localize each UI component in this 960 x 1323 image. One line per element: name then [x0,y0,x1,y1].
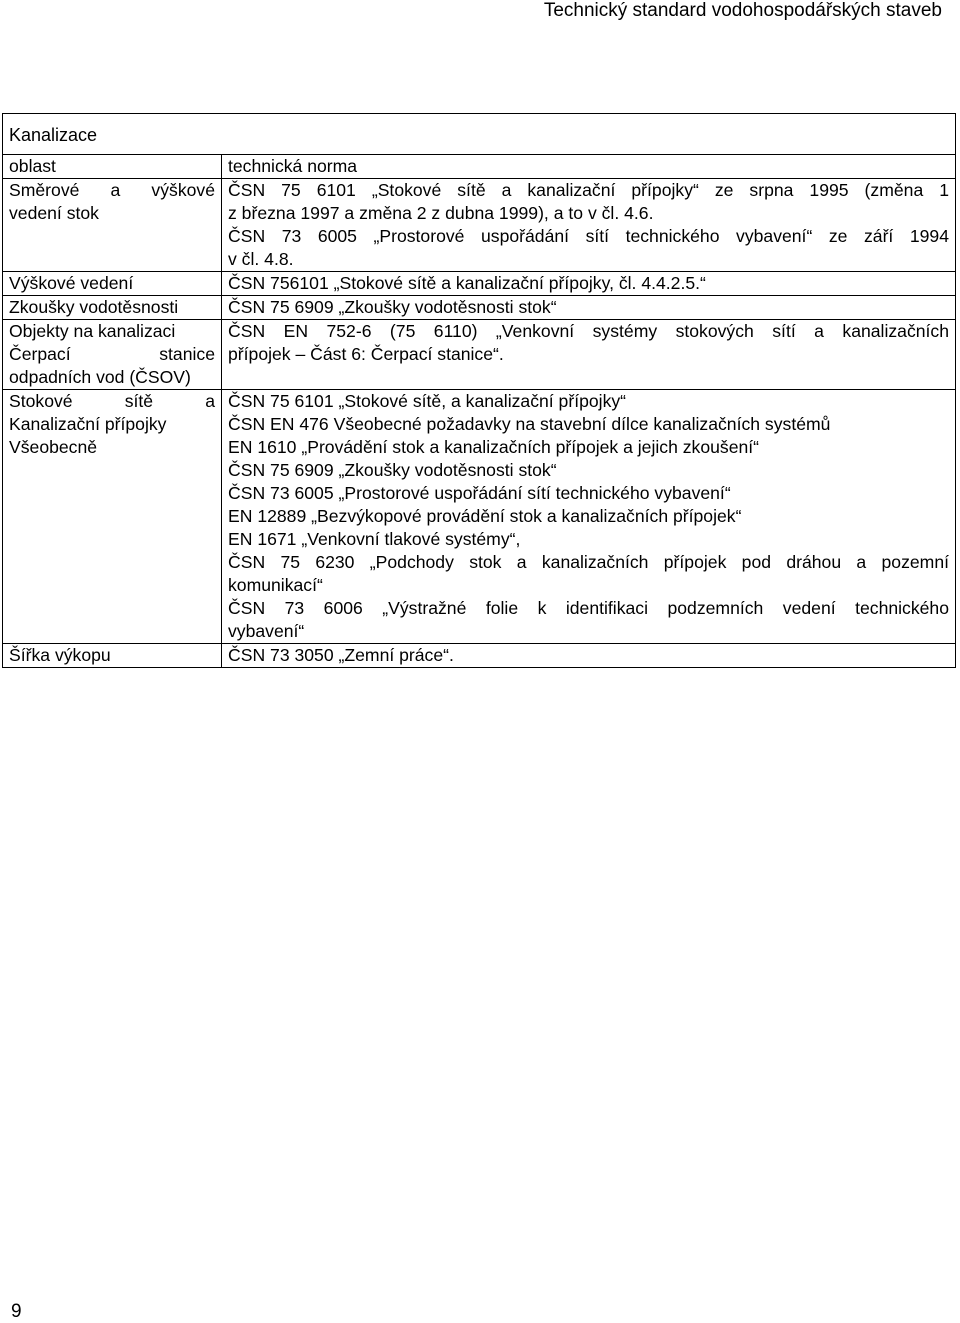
norma-line: ČSN 756101 „Stokové sítě a kanalizační přípojky, čl. 4.4.2.5.“ [228,273,706,293]
norma-cell [222,272,956,296]
norma-line: EN 1671 „Venkovní tlakové systémy“, [228,529,521,549]
standards-table [2,113,956,668]
oblast-line: vedení stok [9,203,99,223]
table-row [3,296,956,320]
norma-line: ČSN 73 3050 „Zemní práce“. [228,645,454,665]
norma-line: ČSN EN 752-6 (75 6110) „Venkovní systémy stokových sítí a kanalizačních [228,321,949,341]
oblast-line: Výškové vedení [9,273,134,293]
oblast-line: Šířka výkopu [9,645,111,665]
norma-line: ČSN 73 6006 „Výstražné folie k identifikaci podzemních vedení technického [228,598,949,618]
norma-cell [222,644,956,668]
page-number: 9 [11,1301,22,1322]
norma-line: ČSN 75 6230 „Podchody stok a kanalizačních přípojek pod dráhou a pozemní [228,552,949,572]
oblast-line: Objekty na kanalizaci [9,321,176,341]
norma-cell [222,179,956,272]
oblast-line: odpadních vod (ČSOV) [9,367,191,387]
table-row [3,644,956,668]
norma-line: EN 12889 „Bezvýkopové provádění stok a kanalizačních přípojek“ [228,506,742,526]
oblast-cell [3,296,222,320]
table-row [3,320,956,390]
norma-line: komunikací“ [228,575,323,595]
norma-line: ČSN 75 6909 „Zkoušky vodotěsnosti stok“ [228,460,557,480]
table-title: Kanalizace [3,114,956,155]
norma-cell [222,390,956,644]
norma-cell [222,320,956,390]
oblast-cell [3,179,222,272]
oblast-line: Směrové a výškové [9,180,215,200]
oblast-cell [3,390,222,644]
oblast-line: Čerpací stanice [9,344,215,364]
norma-line: ČSN 73 6005 „Prostorové uspořádání sítí technického vybavení“ [228,483,731,503]
norma-line: vybavení“ [228,621,305,641]
norma-cell [222,296,956,320]
column-header-norma: technická norma [222,155,956,179]
norma-line: ČSN 75 6101 „Stokové sítě a kanalizační přípojky“ ze srpna 1995 (změna 1 [228,180,949,200]
oblast-line: Zkoušky vodotěsnosti [9,297,179,317]
norma-line: z března 1997 a změna 2 z dubna 1999), a to v čl. 4.6. [228,203,654,223]
column-header-oblast: oblast [3,155,222,179]
norma-line: ČSN 75 6909 „Zkoušky vodotěsnosti stok“ [228,297,557,317]
oblast-line: Všeobecně [9,437,98,457]
norma-line: ČSN EN 476 Všeobecné požadavky na stavební dílce kanalizačních systémů [228,414,831,434]
table-title-row [3,114,956,155]
oblast-cell [3,272,222,296]
norma-line: EN 1610 „Provádění stok a kanalizačních přípojek a jejich zkoušení“ [228,437,760,457]
table-row [3,272,956,296]
oblast-cell [3,320,222,390]
norma-line: v čl. 4.8. [228,249,294,269]
norma-line: ČSN 73 6005 „Prostorové uspořádání sítí technického vybavení“ ze září 1994 [228,226,949,246]
table-header-row [3,155,956,179]
oblast-line: Stokové sítě a [9,391,215,411]
norma-line: ČSN 75 6101 „Stokové sítě, a kanalizační přípojky“ [228,391,627,411]
table-row [3,179,956,272]
oblast-line: Kanalizační přípojky [9,414,167,434]
running-header: Technický standard vodohospodářských staveb [543,0,942,21]
table-row [3,390,956,644]
norma-line: přípojek – Část 6: Čerpací stanice“. [228,344,504,364]
oblast-cell [3,644,222,668]
